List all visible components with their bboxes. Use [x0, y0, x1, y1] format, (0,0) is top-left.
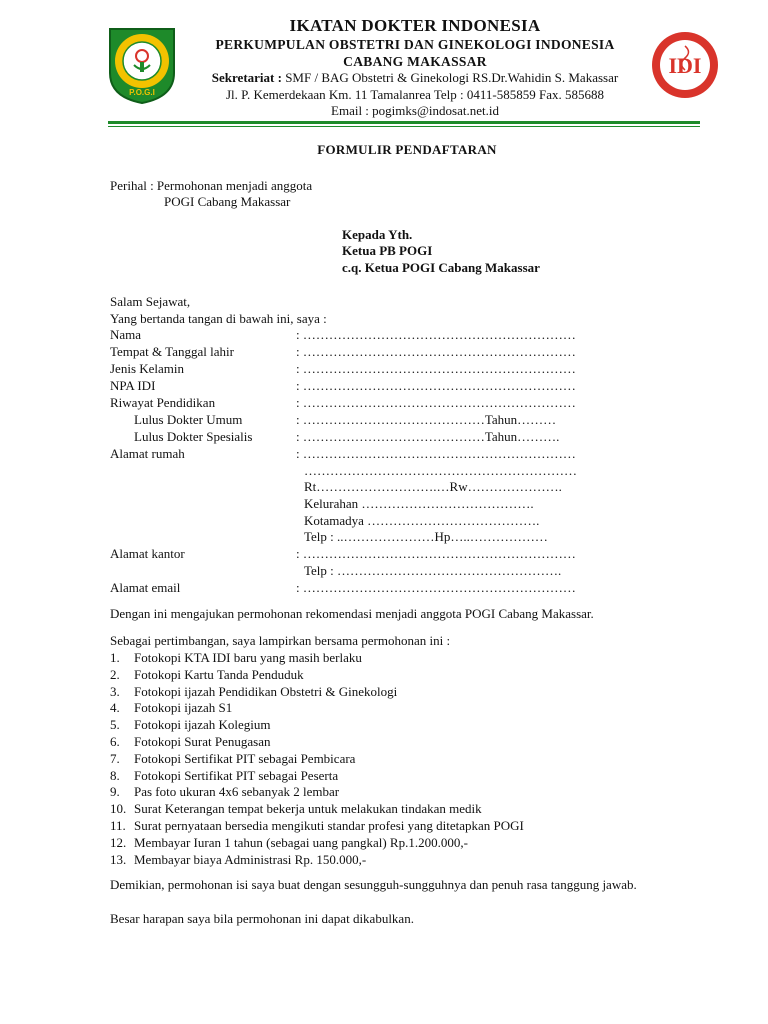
- closing-hope: Besar harapan saya bila permohonan ini dapat dikabulkan.: [110, 911, 414, 926]
- alamat-kantor-field[interactable]: : ………………………………………………………: [296, 546, 576, 561]
- list-item-text: Fotokopi ijazah S1: [134, 700, 233, 716]
- list-item-text: Fotokopi ijazah Kolegium: [134, 717, 271, 733]
- org-sub-2: CABANG MAKASSAR: [343, 54, 487, 69]
- list-item-text: Pas foto ukuran 4x6 sebanyak 2 lembar: [134, 784, 340, 800]
- list-item-text: Surat pernyataan bersedia mengikuti standar profesi yang ditetapkan POGI: [134, 817, 524, 833]
- alamat-email-field[interactable]: : ………………………………………………………: [296, 580, 576, 595]
- label-lulus-umum: Lulus Dokter Umum: [134, 412, 243, 427]
- email-line: Email : pogimks@indosat.net.id: [331, 103, 499, 118]
- list-item: [110, 751, 524, 768]
- label-alamat-rumah: Alamat rumah: [110, 446, 185, 461]
- secretariat-label: Sekretariat :: [211, 70, 282, 85]
- request-text: Dengan ini mengajukan permohonan rekomendasi menjadi anggota POGI Cabang Makassar.: [110, 606, 594, 621]
- list-item-number: 9.: [110, 784, 120, 800]
- list-item-text: Surat Keterangan tempat bekerja untuk melakukan tindakan medik: [134, 801, 482, 817]
- idi-logo: [650, 30, 720, 100]
- list-item: [110, 784, 524, 801]
- list-item: [110, 717, 524, 734]
- list-item: [110, 650, 524, 667]
- recipient-line-1: Kepada Yth.: [342, 227, 413, 242]
- riwayat-field[interactable]: : ………………………………………………………: [296, 395, 576, 410]
- label-ttl: Tempat & Tanggal lahir: [110, 344, 234, 359]
- secretariat-line: [180, 70, 650, 87]
- list-item-text: Fotokopi Sertifikat PIT sebagai Peserta: [134, 767, 339, 783]
- nama-field[interactable]: : ………………………………………………………: [296, 327, 576, 342]
- list-item-text: Fotokopi Surat Penugasan: [134, 733, 271, 749]
- list-item-number: 12.: [110, 834, 127, 850]
- list-item-text: Membayar Iuran 1 tahun (sebagai uang pangkal) Rp.1.200.000,-: [134, 834, 468, 850]
- label-jenis-kelamin: Jenis Kelamin: [110, 361, 185, 376]
- label-riwayat: Riwayat Pendidikan: [110, 395, 216, 410]
- list-item-number: 1.: [110, 650, 120, 665]
- rt-rw-field[interactable]: Rt……………………….…Rw………………….: [304, 479, 562, 494]
- address-line: Jl. P. Kemerdekaan Km. 11 Tamalanrea Telp : 0411-585859 Fax. 585688: [226, 86, 604, 102]
- kotamadya-field[interactable]: Kotamadya ………………………………….: [304, 513, 540, 528]
- telp-kantor-field[interactable]: Telp : …………………………………………….: [304, 563, 562, 578]
- list-item: [110, 818, 524, 835]
- header-rule-thin: [108, 126, 700, 127]
- greeting: Salam Sejawat,: [110, 294, 191, 309]
- list-item-number: 11.: [110, 817, 126, 833]
- perihal-line-2: POGI Cabang Makassar: [164, 194, 291, 209]
- jenis-kelamin-field[interactable]: : ………………………………………………………: [296, 361, 576, 376]
- list-item-number: 8.: [110, 767, 120, 783]
- list-item-number: 7.: [110, 750, 120, 766]
- ttl-field[interactable]: : ………………………………………………………: [296, 344, 576, 359]
- list-item-number: 2.: [110, 666, 120, 682]
- label-alamat-kantor: Alamat kantor: [110, 546, 185, 561]
- list-item: [110, 684, 524, 701]
- org-sub-1: PERKUMPULAN OBSTETRI DAN GINEKOLOGI INDONESIA: [215, 37, 615, 52]
- list-item-text: Fotokopi KTA IDI baru yang masih berlaku: [134, 650, 362, 665]
- perihal-line-1: Perihal : Permohonan menjadi anggota: [110, 178, 313, 193]
- label-nama: Nama: [110, 327, 142, 342]
- intro: Yang bertanda tangan di bawah ini, saya :: [110, 311, 327, 326]
- list-item-number: 5.: [110, 717, 120, 733]
- lulus-umum-field[interactable]: : ……………………………………Tahun………: [296, 412, 557, 427]
- org-name: IKATAN DOKTER INDONESIA: [289, 16, 541, 35]
- label-lulus-spesialis: Lulus Dokter Spesialis: [134, 429, 253, 444]
- kelurahan-field[interactable]: Kelurahan ………………………………….: [304, 496, 534, 511]
- list-item: [110, 801, 524, 818]
- pogi-logo: [104, 23, 180, 105]
- label-npa-idi: NPA IDI: [110, 378, 156, 393]
- list-item: [110, 835, 524, 852]
- attachments-list: [110, 650, 524, 868]
- pogi-logo-caption: P.O.G.I: [129, 88, 155, 97]
- list-item-number: 4.: [110, 700, 120, 716]
- recipient-line-3: c.q. Ketua POGI Cabang Makassar: [342, 260, 540, 275]
- list-item-text: Membayar biaya Administrasi Rp. 150.000,-: [134, 851, 367, 867]
- npa-idi-field[interactable]: : ………………………………………………………: [296, 378, 576, 393]
- telp-hp-field[interactable]: Telp : ..…………………Hp…..………………: [304, 529, 548, 544]
- form-title: FORMULIR PENDAFTARAN: [317, 142, 497, 157]
- list-item-text: Fotokopi ijazah Pendidikan Obstetri & Ginekologi: [134, 683, 398, 699]
- secretariat-text: SMF / BAG Obstetri & Ginekologi RS.Dr.Wahidin S. Makassar: [281, 70, 619, 85]
- list-item-text: Fotokopi Sertifikat PIT sebagai Pembicara: [134, 750, 356, 766]
- list-item-number: 13.: [110, 851, 127, 867]
- recipient-line-2: Ketua PB POGI: [342, 243, 433, 258]
- letterhead: [180, 16, 650, 120]
- list-item-number: 6.: [110, 733, 120, 749]
- list-item: [110, 852, 524, 869]
- alamat-rumah-field[interactable]: : ………………………………………………………: [296, 446, 576, 461]
- closing-paragraph: Demikian, permohonan isi saya buat dengan sesungguh-sungguhnya dan penuh rasa tanggung jawab.: [110, 877, 637, 892]
- idi-logo-text: IDI: [668, 53, 702, 78]
- attachments-intro: Sebagai pertimbangan, saya lampirkan bersama permohonan ini :: [110, 633, 451, 648]
- label-alamat-email: Alamat email: [110, 580, 181, 595]
- alamat-rumah-field-2[interactable]: ………………………………………………………: [304, 463, 577, 478]
- list-item: [110, 667, 524, 684]
- list-item: [110, 768, 524, 785]
- header-rule-thick: [108, 121, 700, 124]
- list-item: [110, 700, 524, 717]
- list-item-text: Fotokopi Kartu Tanda Penduduk: [134, 666, 304, 682]
- lulus-spesialis-field[interactable]: : ……………………………………Tahun……….: [296, 429, 560, 444]
- list-item-number: 3.: [110, 683, 120, 699]
- list-item-number: 10.: [110, 801, 127, 817]
- list-item: [110, 734, 524, 751]
